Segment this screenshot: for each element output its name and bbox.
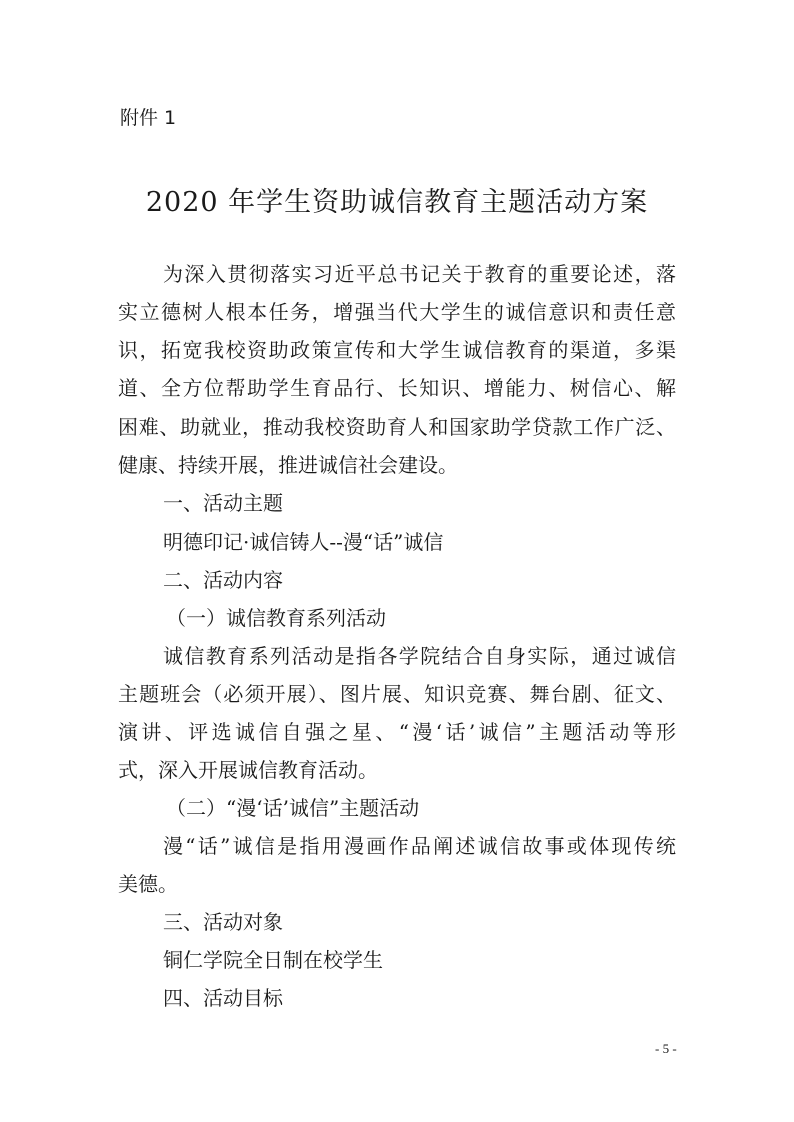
section-goal-heading: 四、活动目标 (163, 986, 283, 1010)
document-title: 2020 年学生资助诚信教育主题活动方案 (145, 187, 649, 218)
section-theme-text: 明德印记·诚信铸人--漫“话”诚信 (163, 530, 444, 554)
intro-line-4: 道、全方位帮助学生育品行、长知识、增能力、树信心、解 (118, 376, 676, 400)
subsection-1-line-1: 诚信教育系列活动是指各学院结合自身实际，通过诚信 (163, 644, 676, 668)
subsection-2-line-2: 美德。 (118, 872, 178, 896)
subsection-1-line-4: 式，深入开展诚信教育活动。 (118, 758, 378, 782)
intro-line-6: 健康、持续开展，推进诚信社会建设。 (118, 453, 458, 477)
attachment-label: 附件 1 (120, 107, 177, 129)
subsection-1-line-3: 演讲、评选诚信自强之星、“漫‘话’诚信”主题活动等形 (118, 720, 676, 744)
section-target-text: 铜仁学院全日制在校学生 (163, 948, 383, 972)
intro-line-3: 识，拓宽我校资助政策宣传和大学生诚信教育的渠道，多渠 (118, 338, 676, 362)
page-number: - 5 - (655, 1041, 677, 1056)
section-theme-heading: 一、活动主题 (163, 491, 283, 515)
subsection-1-heading: （一）诚信教育系列活动 (166, 606, 386, 630)
intro-line-2: 实立德树人根本任务，增强当代大学生的诚信意识和责任意 (118, 300, 676, 324)
section-target-heading: 三、活动对象 (163, 910, 283, 934)
subsection-1-line-2: 主题班会（必须开展）、图片展、知识竞赛、舞台剧、征文、 (118, 682, 676, 706)
intro-line-1: 为深入贯彻落实习近平总书记关于教育的重要论述，落 (163, 262, 676, 286)
intro-line-5: 困难、助就业，推动我校资助育人和国家助学贷款工作广泛、 (118, 415, 676, 439)
section-content-heading: 二、活动内容 (163, 568, 283, 592)
subsection-2-heading: （二）“漫‘话’诚信”主题活动 (166, 796, 420, 820)
subsection-2-line-1: 漫“话”诚信是指用漫画作品阐述诚信故事或体现传统 (163, 834, 676, 858)
